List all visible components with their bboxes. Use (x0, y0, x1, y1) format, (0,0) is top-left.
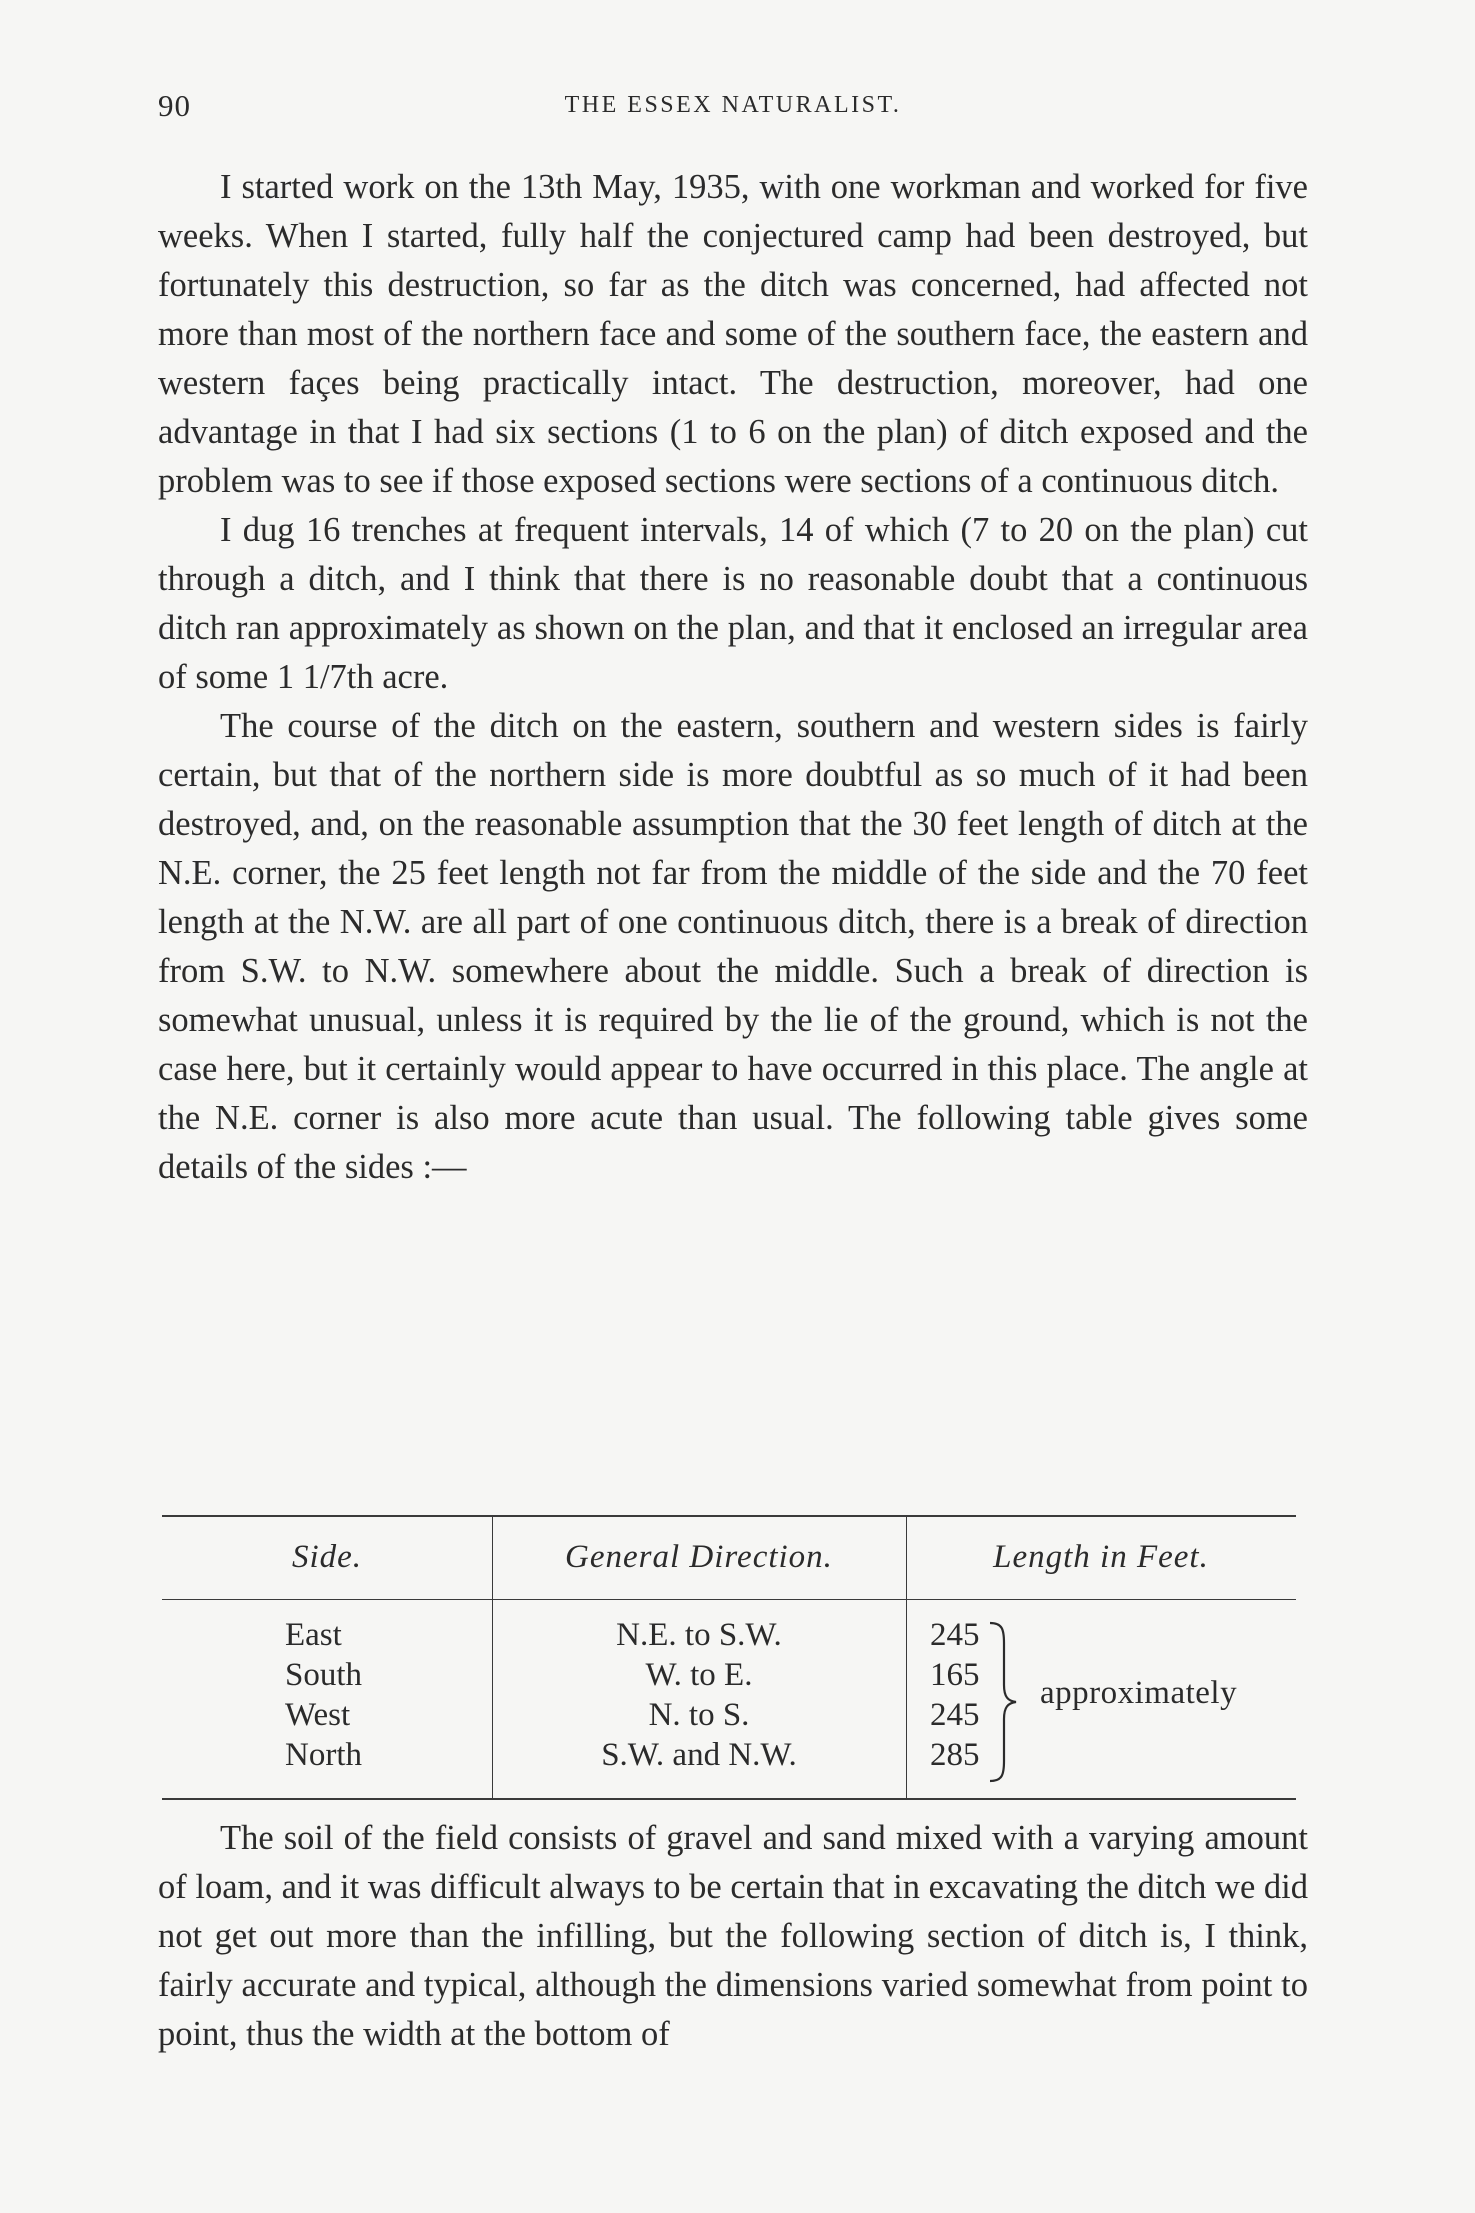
cell-side: North (285, 1737, 362, 1773)
paragraph: The soil of the field consists of gravel and sand mixed with a varying amount of loam, and it was difficult always to be certain that in excavating the ditch we did not get out more than the infilling, but the following section of ditch is, I think, fairly accurate and typical, although the dimensions varied somewhat from point to point, thus the width at the bottom of (158, 1819, 1308, 2053)
paragraph: I started work on the 13th May, 1935, with one workman and worked for five weeks. When I started, fully half the conjectured camp had been destroyed, but fortunately this destruction, so far as the ditch was concerned, had affected not more than most of the northern face and some of the southern face, the eastern and western façes being practically intact. The destruction, moreover, had one advantage in that I had six sections (1 to 6 on the plan) of ditch exposed and the problem was to see if those exposed sections were sections of a continuous ditch. (158, 168, 1308, 500)
table-row (162, 1735, 1296, 1775)
curly-brace-icon (984, 1619, 1024, 1785)
table-bottom-rule (162, 1798, 1296, 1800)
column-header-side: Side. (291, 1539, 363, 1575)
paragraph: The course of the ditch on the eastern, southern and western sides is fairly certain, but that of the northern side is more doubtful as so much of it had been destroyed, and, on the reasonable assumption that the 30 feet length of ditch at the N.E. corner, the 25 feet length not far from the middle of the side and the 70 feet length at the N.W. are all part of one continuous ditch, there is a break of direction from S.W. to N.W. somewhere about the middle. Such a break of direction is somewhat unusual, unless it is required by the lie of the ground, which is not the case here, but it certainly would appear to have occurred in this place. The angle at the N.E. corner is also more acute than usual. The following table gives some details of the sides :— (158, 707, 1308, 1186)
column-header-length: Length in Feet. (993, 1539, 1209, 1575)
cell-length: 285 (930, 1737, 980, 1773)
sides-table (162, 1515, 1296, 1800)
running-head: THE ESSEX NATURALIST. (564, 92, 902, 118)
table-header-rule (162, 1599, 1296, 1600)
table-row (162, 1615, 1296, 1655)
cell-direction: W. to E. (645, 1657, 753, 1693)
approximately-note: approximately (1040, 1675, 1238, 1711)
cell-direction: N. to S. (648, 1697, 750, 1733)
cell-length: 165 (930, 1657, 980, 1693)
paragraph: I dug 16 trenches at frequent intervals, 14 of which (7 to 20 on the plan) cut through a ditch, and I think that there is no reasonable doubt that a continuous ditch ran approximately as shown on the plan, and that it enclosed an irregular area of some 1 1/7th acre. (158, 511, 1308, 696)
text-block-after-table (158, 1814, 1308, 2059)
cell-direction: S.W. and N.W. (601, 1737, 797, 1773)
cell-side: South (285, 1657, 363, 1693)
page-number: 90 (158, 88, 191, 123)
text-block-before-table (158, 163, 1308, 1192)
column-header-direction: General Direction. (565, 1539, 833, 1575)
page-header (158, 88, 1308, 128)
cell-side: West (285, 1697, 351, 1733)
cell-length: 245 (930, 1697, 980, 1733)
cell-side: East (285, 1617, 342, 1653)
cell-direction: N.E. to S.W. (616, 1617, 782, 1653)
cell-length: 245 (930, 1617, 980, 1653)
table-top-rule (162, 1515, 1296, 1517)
